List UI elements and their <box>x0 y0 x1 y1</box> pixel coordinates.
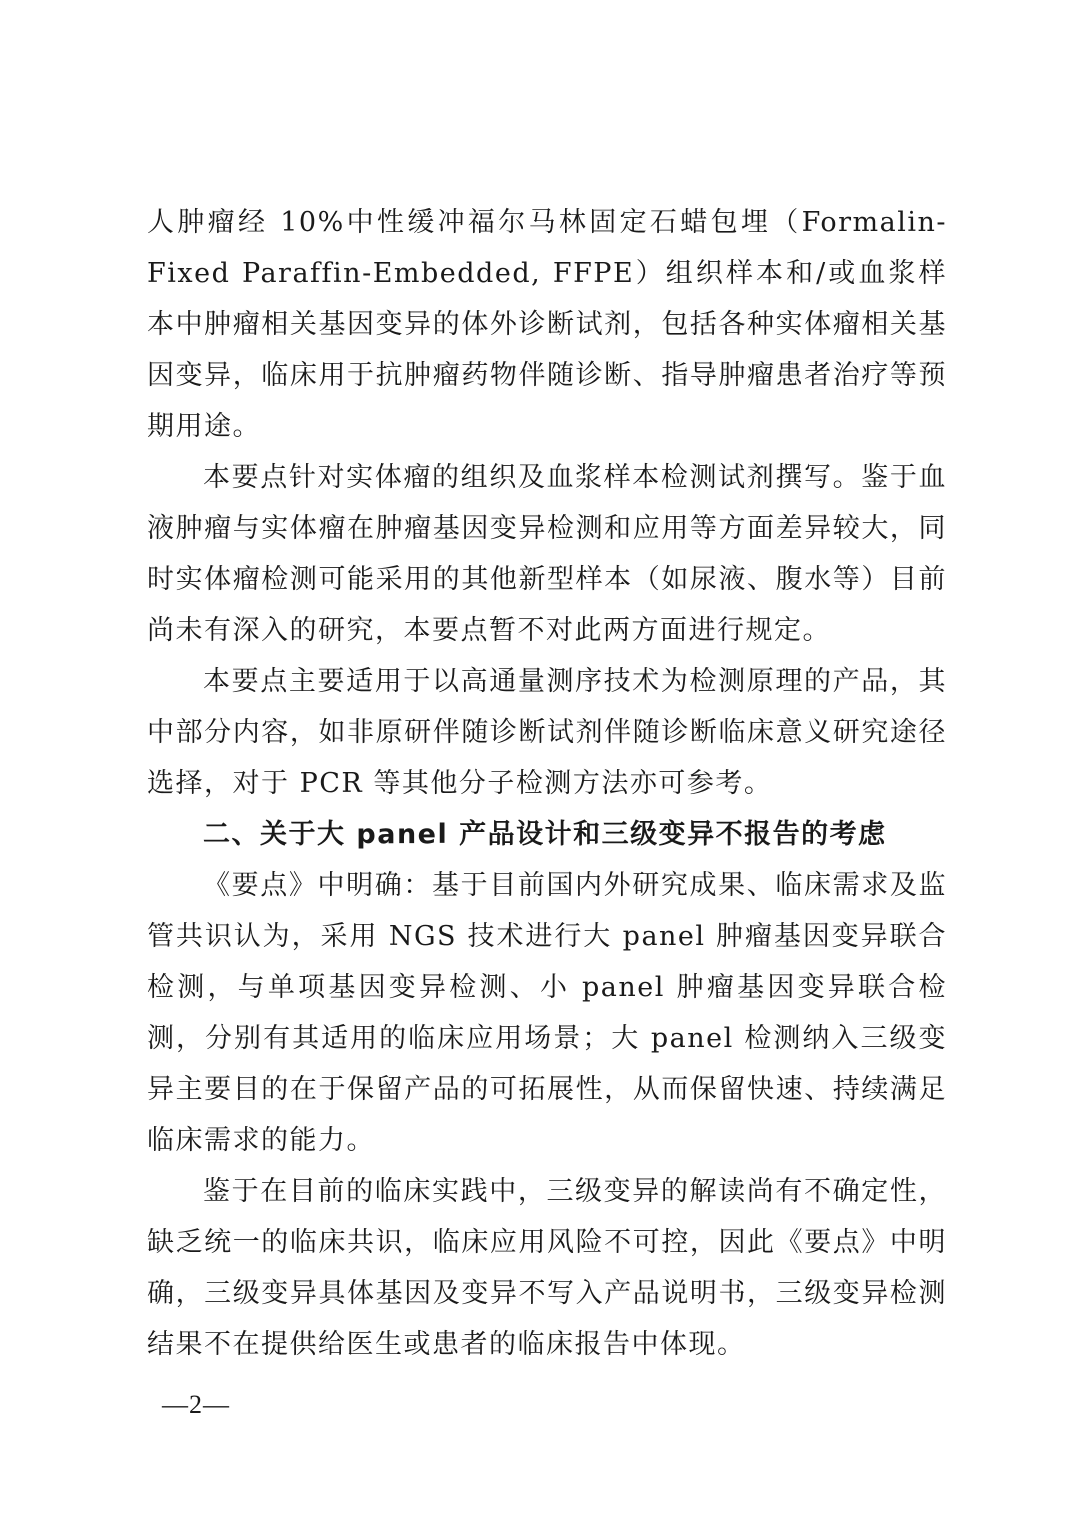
paragraph-intended-use: 人肿瘤经 10%中性缓冲福尔马林固定石蜡包埋（Formalin-Fixed Paraffin-Embedded, FFPE）组织样本和/或血浆样本中肿瘤相关基因变异的体外诊断试剂，包括各种实体瘤相关基因变异，临床用于抗肿瘤药物伴随诊断、指导肿瘤患者治疗等预期用途。 <box>147 207 947 442</box>
paragraph-scope-ngs: 本要点主要适用于以高通量测序技术为检测原理的产品，其中部分内容，如非原研伴随诊断试剂伴随诊断临床意义研究途径选择，对于 PCR 等其他分子检测方法亦可参考。 <box>147 666 947 799</box>
page-number: —2— <box>162 1390 230 1419</box>
paragraph-scope-solid-tumor: 本要点针对实体瘤的组织及血浆样本检测试剂撰写。鉴于血液肿瘤与实体瘤在肿瘤基因变异检测和应用等方面差异较大，同时实体瘤检测可能采用的其他新型样本（如尿液、腹水等）目前尚未有深入的研究，本要点暂不对此两方面进行规定。 <box>147 462 947 646</box>
document-body <box>147 197 947 1370</box>
section-heading: 二、关于大 panel 产品设计和三级变异不报告的考虑 <box>203 819 887 850</box>
paragraph-tier3-variants: 鉴于在目前的临床实践中，三级变异的解读尚有不确定性，缺乏统一的临床共识，临床应用风险不可控，因此《要点》中明确，三级变异具体基因及变异不写入产品说明书，三级变异检测结果不在提供给医生或患者的临床报告中体现。 <box>147 1176 947 1360</box>
paragraph-big-panel: 《要点》中明确：基于目前国内外研究成果、临床需求及监管共识认为，采用 NGS 技术进行大 panel 肿瘤基因变异联合检测，与单项基因变异检测、小 panel 肿瘤基因变异联合检测，分别有其适用的临床应用场景；大 panel 检测纳入三级变异主要目的在于保留产品的可拓展性，从而保留快速、持续满足临床需求的能力。 <box>147 870 947 1156</box>
